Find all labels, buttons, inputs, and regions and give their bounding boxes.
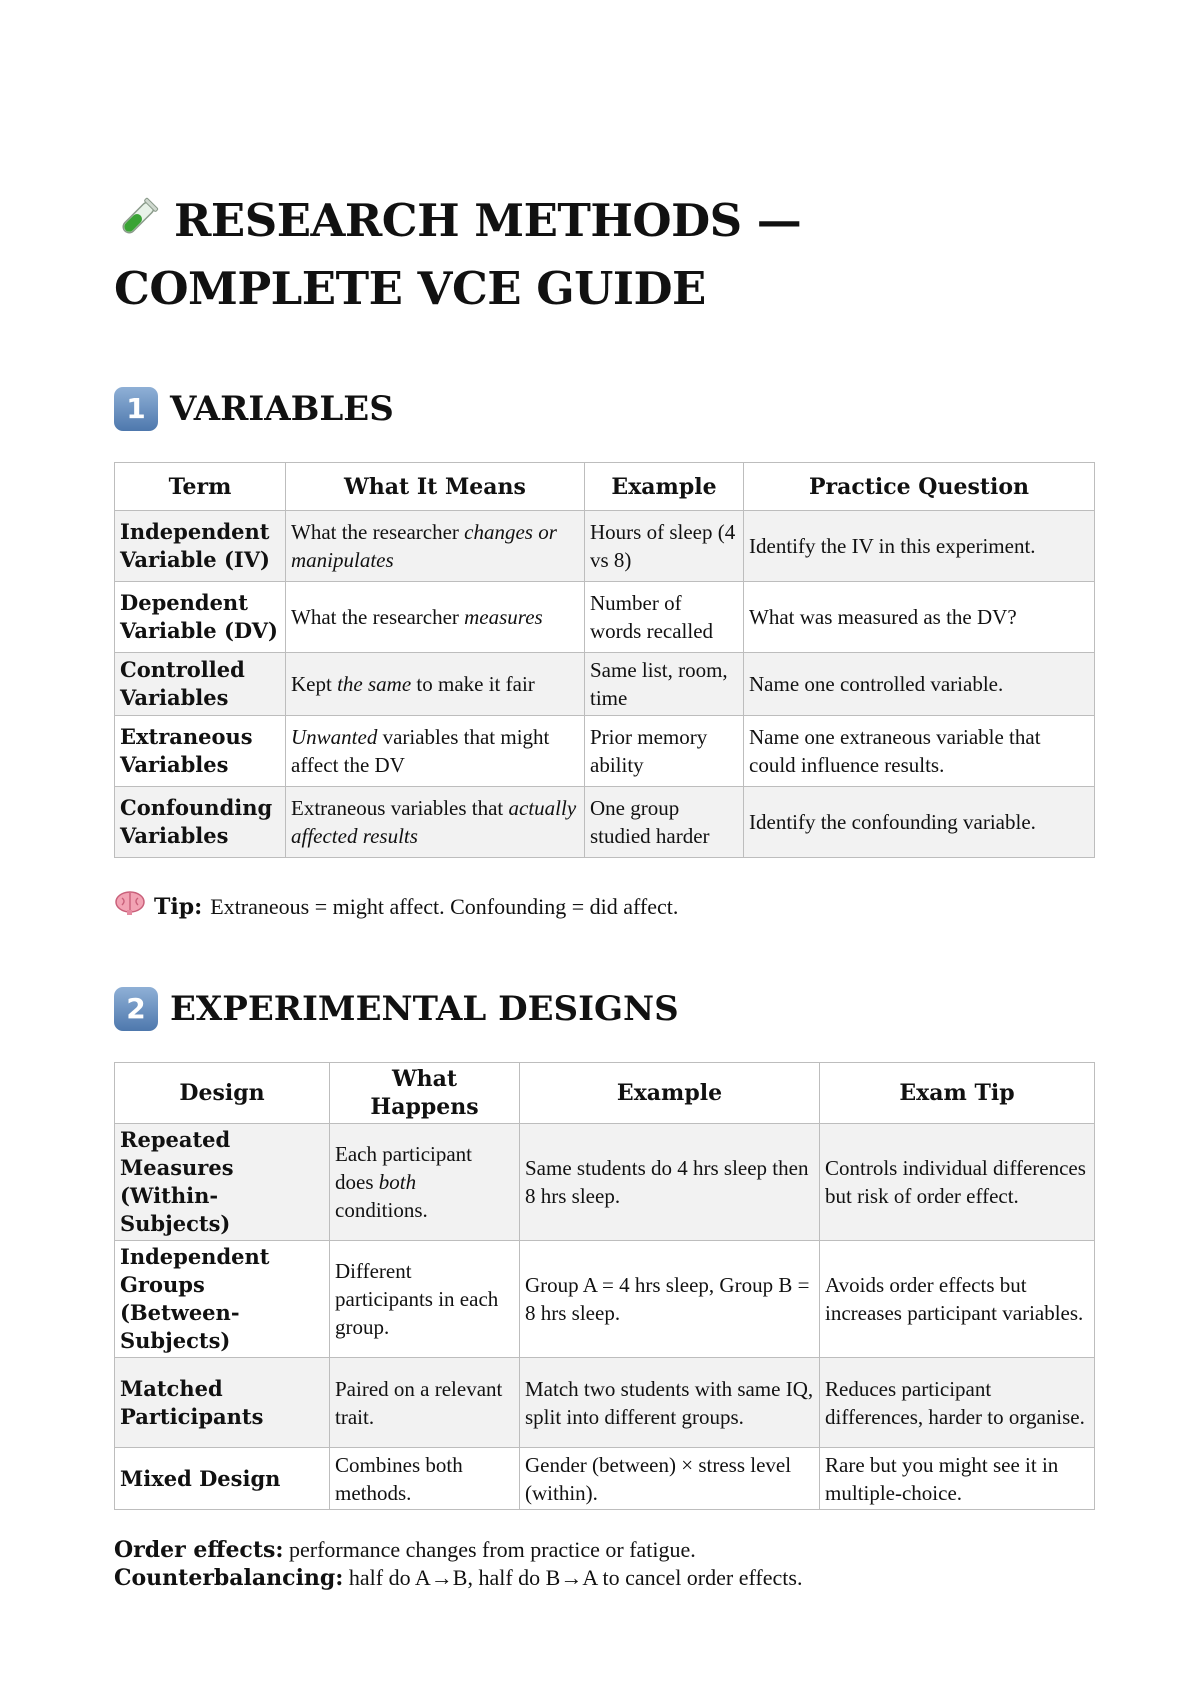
brain-icon <box>114 890 146 924</box>
meaning-cell: Unwanted variables that might affect the DV <box>286 716 585 787</box>
example-cell: Same students do 4 hrs sleep then 8 hrs sleep. <box>520 1124 820 1241</box>
example-cell: One group studied harder <box>585 787 744 858</box>
example-cell: Group A = 4 hrs sleep, Group B = 8 hrs sleep. <box>520 1241 820 1358</box>
exam-tip-cell: Avoids order effects but increases participant variables. <box>820 1241 1095 1358</box>
happens-cell: Paired on a relevant trait. <box>330 1358 520 1448</box>
example-cell: Gender (between) × stress level (within). <box>520 1448 820 1510</box>
tip-line <box>114 890 1094 924</box>
question-cell: What was measured as the DV? <box>744 582 1095 653</box>
page-title-text: RESEARCH METHODS — COMPLETE VCE GUIDE <box>114 194 802 315</box>
happens-cell: Each participant does both conditions. <box>330 1124 520 1241</box>
tip-text: Extraneous = might affect. Confounding = did affect. <box>210 894 679 919</box>
order-effects-note: Order effects: performance changes from practice or fatigue. <box>114 1537 696 1563</box>
section-heading-variables <box>114 386 1094 432</box>
example-cell: Match two students with same IQ, split into different groups. <box>520 1358 820 1448</box>
happens-cell: Combines both methods. <box>330 1448 520 1510</box>
term-cell: Dependent Variable (DV) <box>115 582 286 653</box>
column-header: Exam Tip <box>820 1063 1095 1124</box>
table-row <box>115 1241 1095 1358</box>
section-heading-experimental-designs <box>114 986 1094 1032</box>
term-cell: Extraneous Variables <box>115 716 286 787</box>
table-row <box>115 1124 1095 1241</box>
term-cell: Confounding Variables <box>115 787 286 858</box>
meaning-cell: What the researcher changes or manipulates <box>286 511 585 582</box>
table-row <box>115 1448 1095 1510</box>
number-one-badge: 1 <box>114 387 158 431</box>
number-two-badge: 2 <box>114 987 158 1031</box>
meaning-cell: What the researcher measures <box>286 582 585 653</box>
question-cell: Name one controlled variable. <box>744 653 1095 716</box>
example-cell: Number of words recalled <box>585 582 744 653</box>
question-cell: Identify the confounding variable. <box>744 787 1095 858</box>
experimental-designs-table <box>114 1062 1095 1510</box>
term-cell: Controlled Variables <box>115 653 286 716</box>
question-cell: Identify the IV in this experiment. <box>744 511 1095 582</box>
table-row <box>115 1358 1095 1448</box>
column-header: Example <box>520 1063 820 1124</box>
page-title <box>114 190 1094 320</box>
meaning-cell: Kept the same to make it fair <box>286 653 585 716</box>
happens-cell: Different participants in each group. <box>330 1241 520 1358</box>
table-row <box>115 716 1095 787</box>
question-cell: Name one extraneous variable that could influence results. <box>744 716 1095 787</box>
example-cell: Hours of sleep (4 vs 8) <box>585 511 744 582</box>
document-page <box>114 190 1094 1592</box>
table-header-row <box>115 463 1095 511</box>
exam-tip-cell: Rare but you might see it in multiple-choice. <box>820 1448 1095 1510</box>
section-heading-text: EXPERIMENTAL DESIGNS <box>170 989 679 1029</box>
column-header: What It Means <box>286 463 585 511</box>
exam-tip-cell: Reduces participant differences, harder to organise. <box>820 1358 1095 1448</box>
test-tube-icon <box>114 196 160 258</box>
column-header: Design <box>115 1063 330 1124</box>
design-cell: Independent Groups (Between-Subjects) <box>115 1241 330 1358</box>
column-header: Term <box>115 463 286 511</box>
table-row <box>115 582 1095 653</box>
table-row <box>115 511 1095 582</box>
section-heading-text: VARIABLES <box>170 389 394 429</box>
design-cell: Repeated Measures (Within-Subjects) <box>115 1124 330 1241</box>
design-cell: Matched Participants <box>115 1358 330 1448</box>
tip-label: Tip: <box>154 894 203 920</box>
counterbalancing-note: Counterbalancing: half do A→B, half do B→A to cancel order effects. <box>114 1565 803 1591</box>
column-header: What Happens <box>330 1063 520 1124</box>
example-cell: Same list, room, time <box>585 653 744 716</box>
exam-tip-cell: Controls individual differences but risk of order effect. <box>820 1124 1095 1241</box>
variables-table <box>114 462 1095 858</box>
term-cell: Independent Variable (IV) <box>115 511 286 582</box>
example-cell: Prior memory ability <box>585 716 744 787</box>
table-header-row <box>115 1063 1095 1124</box>
meaning-cell: Extraneous variables that actually affected results <box>286 787 585 858</box>
notes-block <box>114 1536 1094 1592</box>
table-row <box>115 653 1095 716</box>
table-row <box>115 787 1095 858</box>
design-cell: Mixed Design <box>115 1448 330 1510</box>
column-header: Example <box>585 463 744 511</box>
column-header: Practice Question <box>744 463 1095 511</box>
